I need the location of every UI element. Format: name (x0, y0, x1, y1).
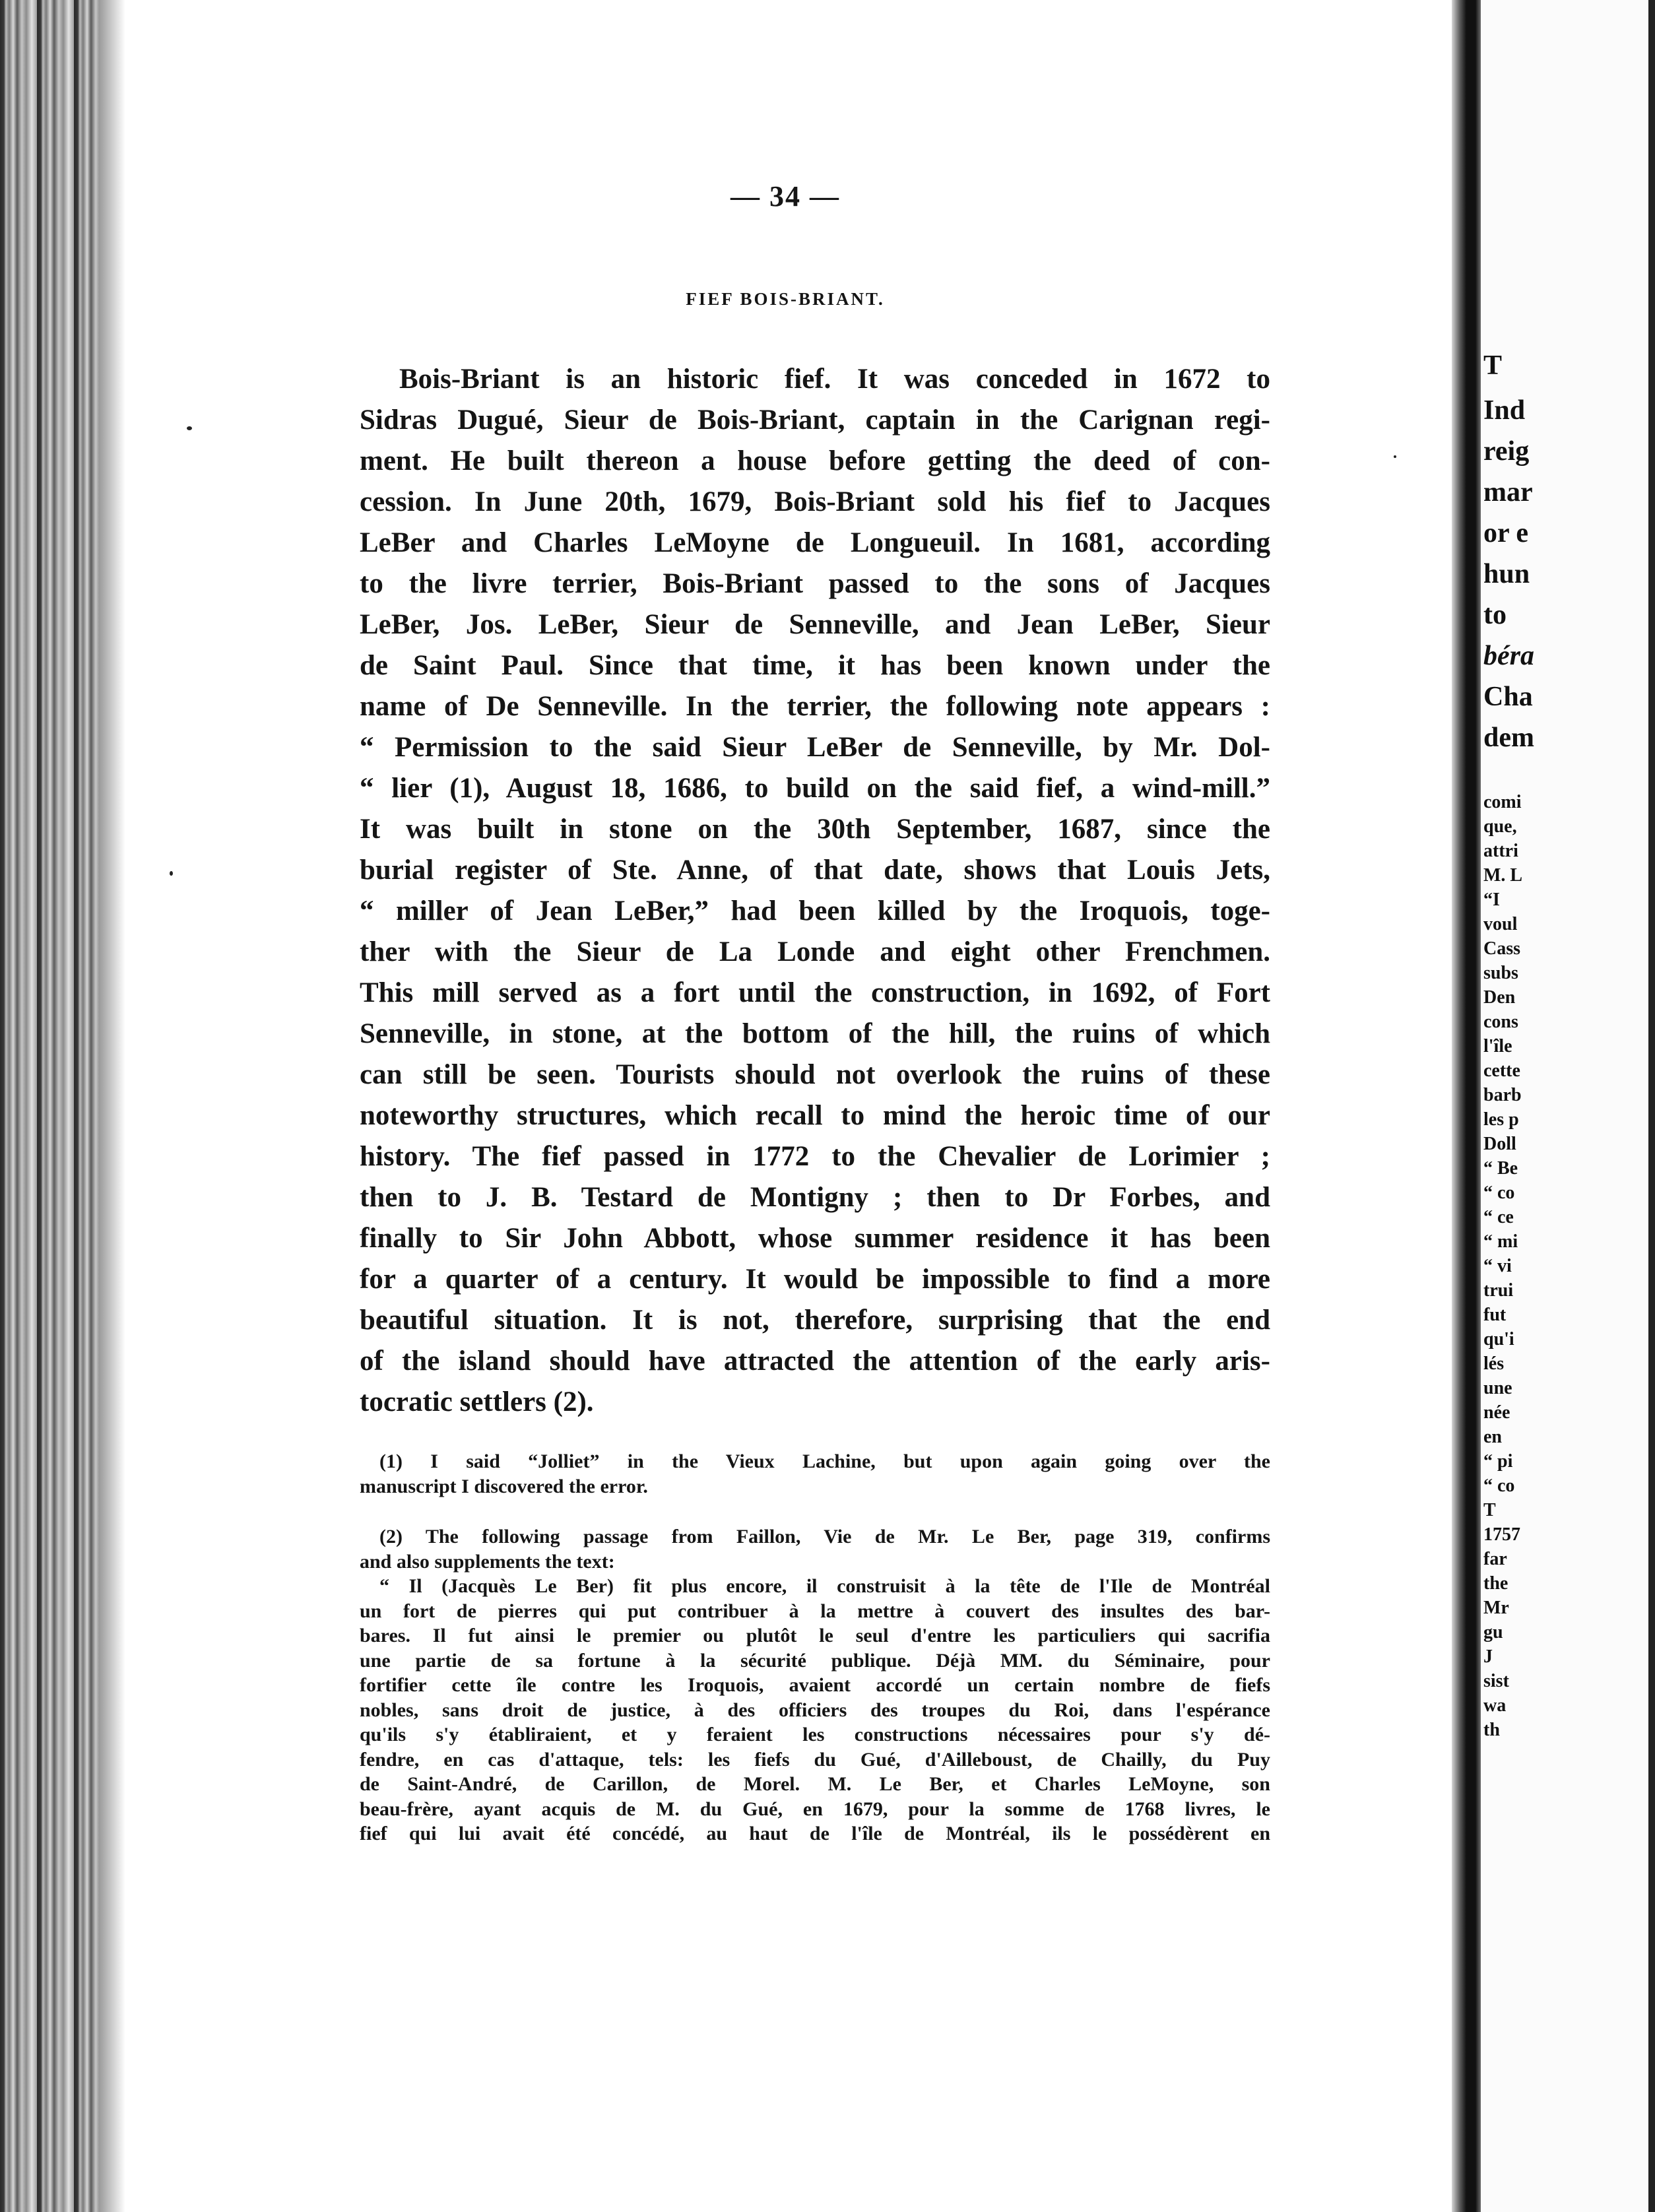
footnote-quote-line: un fort de pierres qui put contribuer à la mettre à couvert des insultes des bar- (360, 1600, 1270, 1622)
next-page-line: Cass (1483, 938, 1521, 959)
next-page-line: to (1483, 600, 1507, 630)
next-page-line: reig (1483, 436, 1530, 467)
body-text (360, 359, 1270, 1423)
next-page-line: T (1483, 1500, 1496, 1520)
body-line: It was built in stone on the 30th September, 1687, since the (360, 814, 1270, 845)
footnote-quote-line: bares. Il fut ainsi le premier ou plutôt le seul d'entre les particuliers qui sacrifia (360, 1625, 1270, 1646)
dust-speck (1394, 455, 1396, 458)
body-line: ther with the Sieur de La Londe and eight other Frenchmen. (360, 936, 1270, 967)
footnote-quote-line: beau-frère, ayant acquis de M. du Gué, en 1679, pour la somme de 1768 livres, le (360, 1798, 1270, 1820)
body-line: Senneville, in stone, at the bottom of the hill, the ruins of which (360, 1018, 1270, 1049)
next-page-line: Cha (1483, 682, 1533, 712)
next-page-line: lés (1483, 1353, 1505, 1374)
body-line: to the livre terrier, Bois-Briant passed to the sons of Jacques (360, 568, 1270, 599)
footnote-quote-line: “ Il (Jacquès Le Ber) fit plus encore, il construisit à la tête de l'Ile de Montréal (379, 1575, 1270, 1597)
body-line: This mill served as a fort until the construction, in 1692, of Fort (360, 977, 1270, 1008)
body-line: beautiful situation. It is not, therefore, surprising that the end (360, 1305, 1270, 1336)
body-line: name of De Senneville. In the terrier, the following note appears : (360, 691, 1270, 722)
body-line: for a quarter of a century. It would be impossible to find a more (360, 1264, 1270, 1295)
next-page-line: cette (1483, 1060, 1520, 1081)
next-page-line: the (1483, 1573, 1509, 1594)
next-page-line: que, (1483, 816, 1517, 837)
next-page-line: comi (1483, 792, 1522, 812)
body-line: LeBer and Charles LeMoyne de Longueuil. In 1681, according (360, 527, 1270, 558)
next-page-line: 1757 (1483, 1524, 1520, 1545)
body-line: then to J. B. Testard de Montigny ; then to Dr Forbes, and (360, 1182, 1270, 1213)
dust-speck (170, 871, 173, 876)
scan-edge (1648, 0, 1655, 2212)
footnote-quote-line: fief qui lui avait été concédé, au haut de l'île de Montréal, ils le possédèrent en (360, 1823, 1270, 1844)
body-line: can still be seen. Tourists should not overlook the ruins of these (360, 1059, 1270, 1090)
next-page-line: cons (1483, 1012, 1518, 1032)
next-page-line: barb (1483, 1085, 1522, 1105)
next-page-line: Ind (1483, 395, 1526, 426)
next-page-line: “ Be (1483, 1158, 1518, 1179)
body-line: Sidras Dugué, Sieur de Bois-Briant, captain in the Carignan regi- (360, 405, 1270, 436)
next-page-line: “ vi (1483, 1256, 1512, 1276)
body-line: history. The fief passed in 1772 to the Chevalier de Lorimier ; (360, 1141, 1270, 1172)
body-line: ment. He built thereon a house before getting the deed of con- (360, 445, 1270, 476)
next-page-line: “ mi (1483, 1231, 1518, 1252)
footnote-quote-line: de Saint-André, de Carillon, de Morel. M. Le Ber, et Charles LeMoyne, son (360, 1773, 1270, 1795)
footnote-quote-line: fendre, en cas d'attaque, tels: les fiefs du Gué, d'Ailleboust, de Chailly, du Puy (360, 1748, 1270, 1771)
body-line: LeBer, Jos. LeBer, Sieur de Senneville, and Jean LeBer, Sieur (360, 609, 1270, 640)
next-page-line: J (1483, 1646, 1493, 1667)
next-page-line: Den (1483, 987, 1516, 1008)
body-line: Bois-Briant is an historic fief. It was conceded in 1672 to (399, 364, 1270, 395)
next-page-line: gu (1483, 1622, 1503, 1643)
next-page-line: Doll (1483, 1134, 1516, 1154)
next-page-line: trui (1483, 1280, 1514, 1301)
binding-gutter (0, 0, 99, 2212)
next-page-line: béra (1483, 641, 1534, 671)
next-page-line: les p (1483, 1109, 1519, 1130)
next-page-line: “ pi (1483, 1451, 1513, 1472)
next-page-line: Mr (1483, 1598, 1509, 1618)
body-line: cession. In June 20th, 1679, Bois-Briant sold his fief to Jacques (360, 486, 1270, 517)
next-page-line: far (1483, 1549, 1507, 1569)
footnote-1 (360, 1449, 1270, 1499)
body-line: tocratic settlers (2). (360, 1386, 594, 1417)
footnote-quote-line: qu'ils s'y établiraient, et y feraient les constructions nécessaires pour s'y dé- (360, 1724, 1270, 1745)
footnote-quote-line: fortifier cette île contre les Iroquois, avaient accordé un certain nombre de fiefs (360, 1674, 1270, 1696)
next-page-line: attri (1483, 841, 1518, 861)
footnote-line: manuscript I discovered the error. (360, 1475, 648, 1497)
next-page-line: fut (1483, 1305, 1507, 1325)
gutter-shadow (99, 0, 125, 2212)
body-line: burial register of Ste. Anne, of that date, shows that Louis Jets, (360, 855, 1270, 886)
next-page-line: sist (1483, 1671, 1509, 1691)
next-page-line: qu'i (1483, 1329, 1514, 1350)
footnote-quote-line: une partie de sa fortune à la sécurité publique. Déjà MM. du Séminaire, pour (360, 1649, 1270, 1672)
page-number: — 34 — (730, 180, 840, 212)
next-page-line: “ co (1483, 1183, 1515, 1203)
footnote-quote-line: nobles, sans droit de justice, à des officiers des troupes du Roi, dans l'espérance (360, 1699, 1270, 1721)
footnote-line: and also supplements the text: (360, 1550, 615, 1573)
next-page-line: mar (1483, 477, 1533, 507)
next-page-line: th (1483, 1720, 1500, 1740)
next-page-line: M. L (1483, 865, 1523, 886)
next-page-line: dem (1483, 723, 1534, 753)
body-line: “ lier (1), August 18, 1686, to build on the said fief, a wind-mill.” (360, 773, 1270, 804)
next-page-line: en (1483, 1427, 1502, 1447)
footnote-line: (1) I said “Jolliet” in the Vieux Lachine, but upon again going over the (379, 1450, 1270, 1472)
body-line: noteworthy structures, which recall to mind the heroic time of our (360, 1100, 1270, 1131)
footnote-2 (360, 1524, 1270, 1846)
next-page-line: hun (1483, 559, 1530, 589)
next-page-line: “ co (1483, 1476, 1515, 1496)
section-title: FIEF BOIS-BRIANT. (686, 289, 885, 309)
next-page-line: wa (1483, 1695, 1507, 1716)
next-page-line: née (1483, 1402, 1510, 1423)
body-line: “ miller of Jean LeBer,” had been killed by the Iroquois, toge- (360, 895, 1270, 927)
next-page-line: l'île (1483, 1036, 1512, 1057)
next-page-line: subs (1483, 963, 1518, 983)
body-line: of the island should have attracted the attention of the early aris- (360, 1346, 1270, 1377)
next-page-line: T (1483, 350, 1503, 381)
dust-speck (187, 426, 192, 430)
next-page-line: “I (1483, 890, 1500, 910)
next-page-fragment (1481, 0, 1655, 2212)
footnote-line: (2) The following passage from Faillon, Vie de Mr. Le Ber, page 319, confirms (379, 1526, 1270, 1547)
next-page-line: or e (1483, 518, 1529, 548)
body-line: finally to Sir John Abbott, whose summer residence it has been (360, 1223, 1270, 1254)
next-page-line: “ ce (1483, 1207, 1514, 1227)
next-page-line: voul (1483, 914, 1518, 934)
body-line: de Saint Paul. Since that time, it has been known under the (360, 650, 1270, 681)
book-spine (1452, 0, 1481, 2212)
body-line: “ Permission to the said Sieur LeBer de Senneville, by Mr. Dol- (360, 732, 1270, 763)
next-page-line: une (1483, 1378, 1512, 1398)
